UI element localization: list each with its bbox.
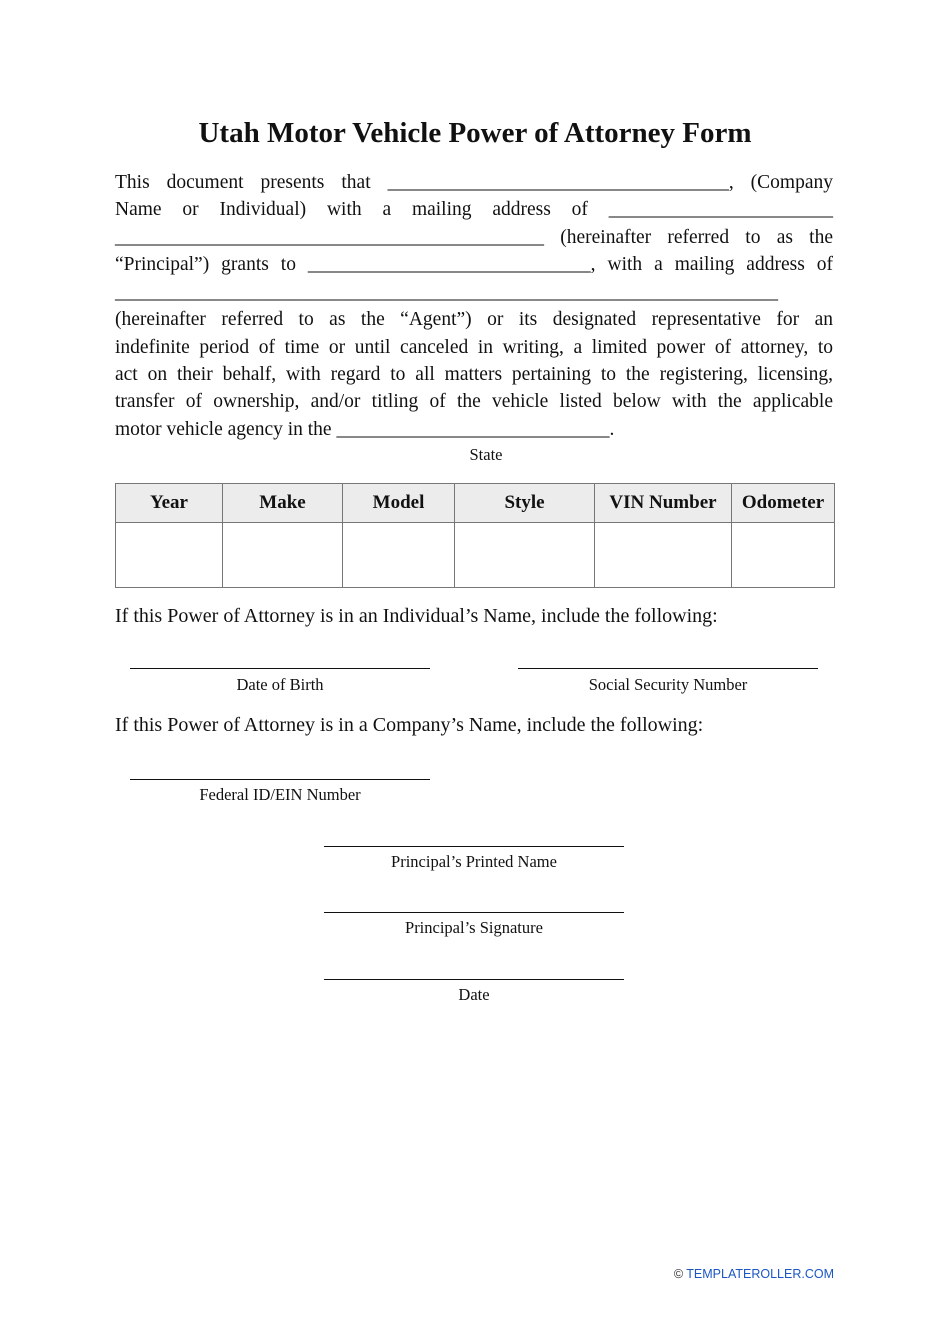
column-header-style: Style: [455, 484, 595, 523]
column-header-model: Model: [343, 484, 455, 523]
individual-heading: If this Power of Attorney is in an Individual’s Name, include the following:: [115, 605, 718, 627]
paragraph-line-9: transfer of ownership, and/or titling of the vehicle listed below with the applicable: [115, 391, 833, 412]
ein-caption: Federal ID/EIN Number: [199, 785, 361, 804]
paragraph-line-4: “Principal”) grants to _____________________________, with a mailing address of: [115, 254, 833, 275]
vehicle-table: [115, 483, 835, 588]
ssn-caption: Social Security Number: [588, 675, 748, 694]
table-row: [116, 523, 835, 588]
paragraph-line-7: indefinite period of time or until canceled in writing, a limited power of attorney, to: [115, 337, 833, 358]
date-of-birth-line[interactable]: [130, 668, 430, 669]
cell-odometer[interactable]: [732, 523, 835, 588]
page-title: Utah Motor Vehicle Power of Attorney Form: [198, 117, 752, 149]
footer-credit: [674, 1266, 834, 1282]
paragraph-line-6: (hereinafter referred to as the “Agent”) or its designated representative for an: [115, 309, 833, 330]
ein-line[interactable]: [130, 779, 430, 780]
paragraph-line-2: Name or Individual) with a mailing address of _______________________: [115, 199, 833, 220]
table-header-row: [116, 484, 835, 523]
cell-year[interactable]: [116, 523, 223, 588]
paragraph-line-8: act on their behalf, with regard to all matters pertaining to the registering, licensing,: [115, 364, 833, 385]
state-caption: State: [469, 445, 503, 464]
date-of-birth-caption: Date of Birth: [236, 675, 324, 694]
copyright-icon: ©: [673, 1267, 684, 1281]
paragraph-line-5: ____________________________________________________________________: [115, 282, 778, 303]
paragraph-line-10: motor vehicle agency in the ____________________________.: [115, 419, 615, 440]
company-heading: If this Power of Attorney is in a Company’s Name, include the following:: [115, 714, 704, 736]
cell-vin-number[interactable]: [595, 523, 732, 588]
column-header-year: Year: [116, 484, 223, 523]
signature-caption: Principal’s Signature: [405, 918, 543, 937]
templateroller-link[interactable]: TEMPLATEROLLER.COM: [686, 1267, 834, 1281]
signature-line[interactable]: [324, 912, 624, 913]
date-caption: Date: [458, 985, 490, 1004]
cell-model[interactable]: [343, 523, 455, 588]
ssn-line[interactable]: [518, 668, 818, 669]
paragraph-line-3: ____________________________________________ (hereinafter referred to as the: [115, 227, 833, 248]
column-header-make: Make: [223, 484, 343, 523]
paragraph-line-1: This document presents that ___________________________________, (Company: [115, 172, 833, 193]
column-header-odometer: Odometer: [732, 484, 835, 523]
printed-name-caption: Principal’s Printed Name: [391, 852, 557, 871]
column-header-vin-number: VIN Number: [595, 484, 732, 523]
date-line[interactable]: [324, 979, 624, 980]
cell-make[interactable]: [223, 523, 343, 588]
printed-name-line[interactable]: [324, 846, 624, 847]
cell-style[interactable]: [455, 523, 595, 588]
